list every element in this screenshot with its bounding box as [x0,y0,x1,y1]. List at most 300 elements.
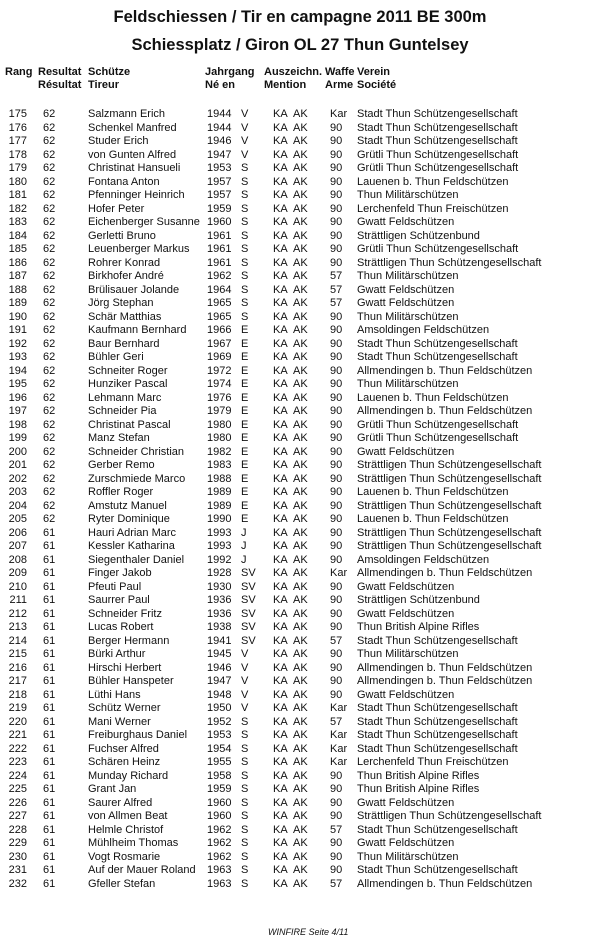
page-footer: WINFIRE Seite 4/11 [268,927,349,937]
cell-waffe: 90 [330,256,343,269]
cell-kategorie: S [241,297,249,309]
table-row [0,365,600,379]
cell-auszeichnung-ka: KA [273,459,288,471]
cell-verein: Gwatt Feldschützen [357,688,455,701]
cell-schuetze: Studer Erich [88,135,149,147]
cell-waffe: 90 [330,229,343,242]
cell-schuetze: Hirschi Herbert [88,661,162,674]
cell-schuetze: Schütz Werner [88,702,161,714]
cell-jahrgang: 1993 [207,526,232,539]
cell-waffe: 90 [330,526,343,539]
cell-jahrgang: 1961 [207,229,232,242]
cell-resultat: 62 [43,486,56,498]
cell-verein: Stadt Thun Schützengesellschaft [357,715,518,728]
cell-jahrgang: 1960 [207,796,232,809]
cell-resultat: 62 [43,297,56,309]
cell-rang: 211 [9,594,27,606]
cell-resultat: 62 [43,216,56,228]
cell-rang: 216 [8,661,27,674]
table-row [0,351,600,365]
cell-jahrgang: 1962 [207,850,232,863]
cell-auszeichnung-ka: KA [273,175,288,188]
table-row [0,743,600,757]
cell-jahrgang: 1936 [207,594,232,606]
table-row [0,621,600,635]
cell-verein: Grütli Thun Schützengesellschaft [357,432,519,444]
cell-auszeichnung-ka: KA [273,337,288,350]
cell-waffe: 57 [330,715,343,728]
cell-rang: 222 [8,742,27,755]
cell-kategorie: S [241,256,249,269]
cell-jahrgang: 1965 [207,297,232,309]
cell-schuetze: Zurschmiede Marco [88,472,186,485]
cell-auszeichnung-ak: AK [293,405,308,417]
cell-auszeichnung-ak: AK [293,688,308,701]
cell-auszeichnung-ak: AK [293,445,308,458]
cell-jahrgang: 1967 [207,337,232,350]
cell-schuetze: Schneider Pia [88,405,157,417]
cell-auszeichnung-ak: AK [293,148,308,161]
cell-resultat: 61 [43,526,56,539]
results-table [0,108,600,891]
cell-kategorie: J [241,553,247,566]
cell-auszeichnung-ak: AK [293,378,308,390]
cell-waffe: 90 [330,864,343,876]
cell-kategorie: E [241,378,249,390]
cell-schuetze: Manz Stefan [88,432,150,444]
cell-jahrgang: 1966 [207,324,232,336]
cell-verein: Strättligen Thun Schützengesellschaft [357,499,542,512]
cell-kategorie: E [241,459,249,471]
cell-auszeichnung-ka: KA [273,756,288,768]
cell-kategorie: S [241,864,249,876]
cell-verein: Stadt Thun Schützengesellschaft [357,121,518,134]
cell-verein: Lauenen b. Thun Feldschützen [357,175,509,188]
cell-jahrgang: 1980 [207,418,232,431]
cell-kategorie: V [241,675,249,687]
cell-kategorie: SV [241,621,256,633]
cell-auszeichnung-ka: KA [273,391,288,404]
cell-auszeichnung-ak: AK [293,499,308,512]
cell-waffe: 90 [330,324,343,336]
cell-kategorie: S [241,189,249,201]
cell-jahrgang: 1980 [207,432,232,444]
cell-kategorie: E [241,499,249,512]
cell-rang: 229 [8,837,27,849]
cell-rang: 188 [8,283,27,296]
cell-auszeichnung-ak: AK [293,432,308,444]
cell-jahrgang: 1952 [207,715,232,728]
table-row [0,486,600,500]
cell-jahrgang: 1945 [207,648,232,660]
table-row [0,297,600,311]
cell-auszeichnung-ak: AK [293,297,308,309]
cell-verein: Strättligen Schützenbund [357,594,480,606]
cell-jahrgang: 1993 [207,540,232,552]
cell-jahrgang: 1960 [207,216,232,228]
cell-waffe: 90 [330,202,343,215]
cell-verein: Amsoldingen Feldschützen [357,553,490,566]
cell-kategorie: S [241,283,249,296]
cell-resultat: 62 [43,405,56,417]
cell-kategorie: V [241,148,249,161]
cell-waffe: 90 [330,459,343,471]
cell-kategorie: S [241,742,249,755]
table-row [0,567,600,581]
cell-kategorie: S [241,243,249,255]
cell-waffe: Kar [330,108,348,120]
cell-schuetze: Freiburghaus Daniel [88,729,188,741]
cell-verein: Stadt Thun Schützengesellschaft [357,634,518,647]
cell-waffe: 57 [330,283,343,296]
cell-verein: Grütli Thun Schützengesellschaft [357,162,519,174]
cell-resultat: 62 [43,229,56,242]
cell-rang: 191 [8,324,27,336]
cell-schuetze: Finger Jakob [88,567,152,579]
cell-auszeichnung-ka: KA [273,783,288,795]
cell-waffe: 90 [330,513,343,525]
cell-kategorie: S [241,796,249,809]
cell-rang: 186 [8,256,27,269]
cell-auszeichnung-ka: KA [273,634,288,647]
cell-resultat: 62 [43,391,56,404]
cell-jahrgang: 1936 [207,607,232,620]
table-row [0,459,600,473]
cell-schuetze: Bürki Arthur [88,648,146,660]
cell-resultat: 61 [43,634,56,647]
cell-waffe: 90 [330,337,343,350]
cell-schuetze: Schären Heinz [88,756,161,768]
cell-auszeichnung-ak: AK [293,850,308,863]
cell-waffe: Kar [330,756,348,768]
cell-waffe: Kar [330,567,348,579]
table-row [0,324,600,338]
cell-resultat: 62 [43,162,56,174]
cell-auszeichnung-ka: KA [273,486,288,498]
cell-auszeichnung-ka: KA [273,472,288,485]
cell-waffe: Kar [330,729,348,741]
cell-resultat: 61 [43,567,56,579]
header-jahrgang: Jahrgang Né en [205,66,255,91]
cell-verein: Gwatt Feldschützen [357,216,455,228]
cell-resultat: 62 [43,418,56,431]
cell-auszeichnung-ka: KA [273,513,288,525]
cell-auszeichnung-ka: KA [273,310,288,323]
cell-resultat: 62 [43,121,56,134]
cell-verein: Grütli Thun Schützengesellschaft [357,148,519,161]
cell-auszeichnung-ak: AK [293,648,308,660]
cell-jahrgang: 1969 [207,351,232,363]
cell-rang: 178 [8,148,27,161]
cell-auszeichnung-ak: AK [293,162,308,174]
cell-verein: Gwatt Feldschützen [357,297,455,309]
cell-resultat: 62 [43,108,56,120]
cell-schuetze: Amstutz Manuel [88,499,167,512]
cell-auszeichnung-ak: AK [293,391,308,404]
cell-kategorie: V [241,702,249,714]
cell-waffe: 90 [330,850,343,863]
cell-verein: Allmendingen b. Thun Feldschützen [357,661,533,674]
cell-waffe: Kar [330,742,348,755]
cell-schuetze: Lüthi Hans [88,688,141,701]
table-row [0,851,600,865]
cell-schuetze: Mühlheim Thomas [88,837,179,849]
cell-auszeichnung-ka: KA [273,135,288,147]
cell-jahrgang: 1959 [207,202,232,215]
cell-kategorie: S [241,769,249,782]
cell-rang: 180 [8,175,27,188]
cell-jahrgang: 1961 [207,243,232,255]
cell-schuetze: Siegenthaler Daniel [88,553,185,566]
cell-verein: Thun British Alpine Rifles [357,783,480,795]
cell-resultat: 62 [43,310,56,323]
cell-resultat: 62 [43,337,56,350]
cell-kategorie: S [241,175,249,188]
cell-auszeichnung-ka: KA [273,378,288,390]
cell-rang: 177 [8,135,27,147]
cell-rang: 206 [8,526,27,539]
cell-verein: Stadt Thun Schützengesellschaft [357,742,518,755]
cell-rang: 190 [8,310,27,323]
cell-schuetze: Hauri Adrian Marc [88,526,177,539]
cell-waffe: Kar [330,702,348,714]
cell-auszeichnung-ak: AK [293,229,308,242]
cell-auszeichnung-ak: AK [293,351,308,363]
cell-auszeichnung-ak: AK [293,810,308,822]
cell-jahrgang: 1988 [207,472,232,485]
cell-waffe: 90 [330,796,343,809]
cell-verein: Strättligen Thun Schützengesellschaft [357,459,542,471]
cell-auszeichnung-ak: AK [293,202,308,215]
cell-resultat: 62 [43,324,56,336]
cell-auszeichnung-ak: AK [293,594,308,606]
cell-verein: Grütli Thun Schützengesellschaft [357,418,519,431]
table-row [0,149,600,163]
cell-schuetze: Christinat Pascal [88,418,171,431]
cell-rang: 200 [8,445,27,458]
cell-kategorie: V [241,688,249,701]
cell-schuetze: Roffler Roger [88,486,154,498]
cell-schuetze: von Allmen Beat [88,810,168,822]
cell-schuetze: Schneider Christian [88,445,184,458]
cell-rang: 181 [8,189,27,201]
cell-verein: Stadt Thun Schützengesellschaft [357,729,518,741]
cell-resultat: 62 [43,472,56,485]
cell-rang: 189 [8,297,27,309]
cell-jahrgang: 1944 [207,108,232,120]
cell-kategorie: J [241,526,247,539]
table-row [0,405,600,419]
cell-schuetze: Fuchser Alfred [88,742,159,755]
table-row [0,540,600,554]
cell-rang: 199 [8,432,27,444]
cell-rang: 228 [8,823,27,836]
cell-verein: Allmendingen b. Thun Feldschützen [357,877,533,890]
cell-waffe: 90 [330,243,343,255]
cell-rang: 197 [8,405,27,417]
cell-waffe: 90 [330,648,343,660]
cell-verein: Stadt Thun Schützengesellschaft [357,864,518,876]
cell-waffe: 90 [330,445,343,458]
cell-kategorie: V [241,648,249,660]
cell-resultat: 61 [43,594,56,606]
cell-verein: Lauenen b. Thun Feldschützen [357,391,509,404]
cell-rang: 219 [8,702,27,714]
cell-resultat: 61 [43,607,56,620]
table-row [0,243,600,257]
cell-jahrgang: 1962 [207,837,232,849]
table-row [0,122,600,136]
cell-auszeichnung-ak: AK [293,418,308,431]
cell-resultat: 62 [43,459,56,471]
cell-verein: Stadt Thun Schützengesellschaft [357,823,518,836]
cell-kategorie: E [241,418,249,431]
cell-kategorie: E [241,351,249,363]
cell-resultat: 62 [43,351,56,363]
cell-jahrgang: 1983 [207,459,232,471]
cell-rang: 179 [8,162,27,174]
cell-auszeichnung-ka: KA [273,189,288,201]
cell-schuetze: Eichenberger Susanne [88,216,200,228]
cell-schuetze: Birkhofer André [88,270,164,282]
cell-verein: Gwatt Feldschützen [357,837,455,849]
cell-auszeichnung-ak: AK [293,283,308,296]
cell-rang: 182 [8,202,27,215]
cell-rang: 209 [8,567,27,579]
cell-rang: 232 [8,877,27,890]
cell-schuetze: Auf der Mauer Roland [88,864,196,876]
cell-waffe: 90 [330,351,343,363]
cell-rang: 176 [8,121,27,134]
cell-auszeichnung-ka: KA [273,688,288,701]
cell-rang: 183 [8,216,27,228]
cell-schuetze: Munday Richard [88,769,169,782]
cell-jahrgang: 1992 [207,553,232,566]
cell-waffe: 57 [330,877,343,890]
cell-resultat: 62 [43,175,56,188]
cell-auszeichnung-ak: AK [293,675,308,687]
cell-kategorie: SV [241,634,256,647]
cell-resultat: 62 [43,189,56,201]
cell-jahrgang: 1938 [207,621,232,633]
cell-waffe: 90 [330,486,343,498]
cell-waffe: 90 [330,688,343,701]
cell-waffe: 57 [330,634,343,647]
cell-resultat: 61 [43,661,56,674]
cell-schuetze: Pfeuti Paul [88,580,142,593]
cell-auszeichnung-ak: AK [293,621,308,633]
table-row [0,338,600,352]
cell-jahrgang: 1928 [207,567,232,579]
cell-auszeichnung-ka: KA [273,148,288,161]
table-row [0,527,600,541]
cell-auszeichnung-ka: KA [273,540,288,552]
cell-kategorie: S [241,823,249,836]
cell-verein: Stadt Thun Schützengesellschaft [357,337,518,350]
cell-auszeichnung-ak: AK [293,108,308,120]
cell-kategorie: V [241,661,249,674]
cell-rang: 225 [8,783,27,795]
cell-jahrgang: 1953 [207,729,232,741]
cell-jahrgang: 1954 [207,742,232,755]
cell-auszeichnung-ka: KA [273,648,288,660]
cell-waffe: 90 [330,540,343,552]
cell-auszeichnung-ka: KA [273,351,288,363]
table-row [0,689,600,703]
cell-verein: Thun Militärschützen [357,648,459,660]
cell-resultat: 61 [43,742,56,755]
cell-schuetze: Lehmann Marc [88,391,162,404]
cell-kategorie: E [241,486,249,498]
table-row [0,729,600,743]
table-row [0,135,600,149]
table-row [0,770,600,784]
cell-auszeichnung-ak: AK [293,580,308,593]
cell-kategorie: S [241,229,249,242]
cell-rang: 230 [8,850,27,863]
cell-verein: Strättligen Thun Schützengesellschaft [357,810,542,822]
cell-resultat: 62 [43,513,56,525]
cell-verein: Strättligen Schützenbund [357,229,480,242]
cell-schuetze: Pfenninger Heinrich [88,189,185,201]
cell-rang: 201 [8,459,27,471]
cell-schuetze: Schär Matthias [88,310,162,323]
table-row [0,432,600,446]
table-row [0,162,600,176]
cell-rang: 218 [8,688,27,701]
cell-auszeichnung-ka: KA [273,850,288,863]
cell-resultat: 62 [43,148,56,161]
cell-waffe: 90 [330,553,343,566]
cell-verein: Lauenen b. Thun Feldschützen [357,486,509,498]
cell-resultat: 61 [43,769,56,782]
cell-resultat: 61 [43,648,56,660]
cell-kategorie: S [241,202,249,215]
table-row [0,554,600,568]
cell-auszeichnung-ak: AK [293,486,308,498]
table-row [0,203,600,217]
cell-kategorie: SV [241,567,256,579]
table-row [0,284,600,298]
cell-jahrgang: 1979 [207,405,232,417]
cell-verein: Stadt Thun Schützengesellschaft [357,108,518,120]
cell-resultat: 61 [43,675,56,687]
cell-auszeichnung-ka: KA [273,297,288,309]
cell-auszeichnung-ka: KA [273,526,288,539]
cell-waffe: 90 [330,675,343,687]
cell-auszeichnung-ak: AK [293,864,308,876]
cell-auszeichnung-ka: KA [273,823,288,836]
table-row [0,864,600,878]
cell-verein: Allmendingen b. Thun Feldschützen [357,405,533,417]
cell-auszeichnung-ka: KA [273,256,288,269]
table-row [0,581,600,595]
cell-rang: 215 [8,648,27,660]
cell-rang: 217 [8,675,27,687]
cell-schuetze: Salzmann Erich [88,108,166,120]
cell-rang: 221 [8,729,27,741]
cell-rang: 207 [8,540,27,552]
cell-schuetze: von Gunten Alfred [88,148,177,161]
cell-auszeichnung-ak: AK [293,783,308,795]
cell-rang: 195 [8,378,27,390]
cell-auszeichnung-ka: KA [273,108,288,120]
cell-kategorie: SV [241,594,256,606]
cell-waffe: 90 [330,189,343,201]
cell-waffe: 90 [330,378,343,390]
cell-auszeichnung-ak: AK [293,729,308,741]
cell-waffe: 90 [330,391,343,404]
